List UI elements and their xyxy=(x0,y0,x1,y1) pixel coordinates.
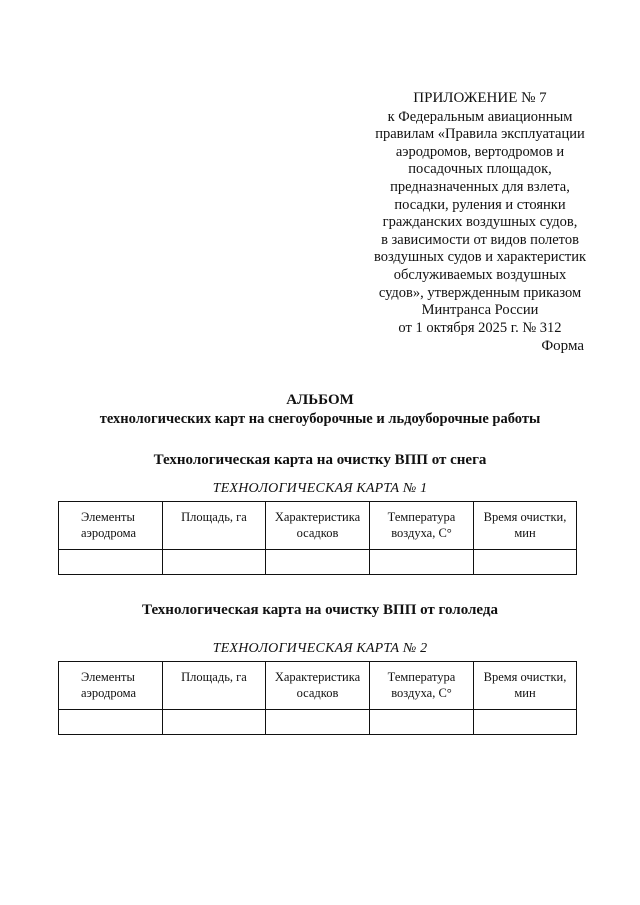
appendix-line: посадки, руления и стоянки xyxy=(394,196,566,213)
appendix-line: посадочных площадок, xyxy=(408,161,552,178)
header-cell-precipitation: Характеристика осадков xyxy=(266,502,370,550)
appendix-line: к Федеральным авиационным xyxy=(387,108,573,125)
header-cell-temperature: Температура воздуха, С° xyxy=(370,662,474,710)
appendix-line: обслуживаемых воздушных xyxy=(393,266,567,283)
table-cell[interactable] xyxy=(370,710,474,735)
appendix-title: ПРИЛОЖЕНИЕ № 7 xyxy=(413,90,547,106)
header-cell-precipitation: Характеристика осадков xyxy=(266,662,370,710)
card-1-number: ТЕХНОЛОГИЧЕСКАЯ КАРТА № 1 xyxy=(212,481,428,496)
header-cell-cleaning-time: Время очистки, мин xyxy=(474,502,577,550)
appendix-line: предназначенных для взлета, xyxy=(390,178,570,195)
appendix-line: аэродромов, вертодромов и xyxy=(395,143,565,160)
table-cell[interactable] xyxy=(474,710,577,735)
table-cell[interactable] xyxy=(266,550,370,575)
album-subtitle: технологических карт на снегоуборочные и льдоуборочные работы xyxy=(99,411,541,427)
appendix-line: от 1 октября 2025 г. № 312 xyxy=(398,319,562,336)
appendix-line: судов», утвержденным приказом xyxy=(378,284,582,301)
table-header-row xyxy=(59,662,577,710)
header-cell-elements: Элементы аэродрома xyxy=(59,502,163,550)
table-row xyxy=(59,550,577,575)
table-cell[interactable] xyxy=(474,550,577,575)
table-row xyxy=(59,710,577,735)
table-cell[interactable] xyxy=(266,710,370,735)
table-cell[interactable] xyxy=(59,550,163,575)
header-cell-area: Площадь, га xyxy=(163,502,266,550)
album-title: АЛЬБОМ xyxy=(286,392,354,408)
appendix-line: гражданских воздушных судов, xyxy=(382,214,578,231)
table-header-row xyxy=(59,502,577,550)
card-2-table xyxy=(58,661,577,735)
table-cell[interactable] xyxy=(163,710,266,735)
header-cell-elements: Элементы аэродрома xyxy=(59,662,163,710)
appendix-line: в зависимости от видов полетов xyxy=(381,231,579,248)
card-1-heading: Технологическая карта на очистку ВПП от снега xyxy=(153,452,487,468)
card-2-number: ТЕХНОЛОГИЧЕСКАЯ КАРТА № 2 xyxy=(212,641,428,656)
table-cell[interactable] xyxy=(163,550,266,575)
card-2-heading: Технологическая карта на очистку ВПП от гололеда xyxy=(142,602,498,618)
appendix-line: воздушных судов и характеристик xyxy=(373,249,587,266)
header-cell-area: Площадь, га xyxy=(163,662,266,710)
appendix-line: Минтранса России xyxy=(421,302,539,319)
table-cell[interactable] xyxy=(59,710,163,735)
form-label: Форма xyxy=(541,338,584,354)
appendix-line: правилам «Правила эксплуатации xyxy=(375,126,585,143)
appendix-block xyxy=(355,90,605,337)
card-1-table xyxy=(58,501,577,575)
table-cell[interactable] xyxy=(370,550,474,575)
header-cell-temperature: Температура воздуха, С° xyxy=(370,502,474,550)
header-cell-cleaning-time: Время очистки, мин xyxy=(474,662,577,710)
